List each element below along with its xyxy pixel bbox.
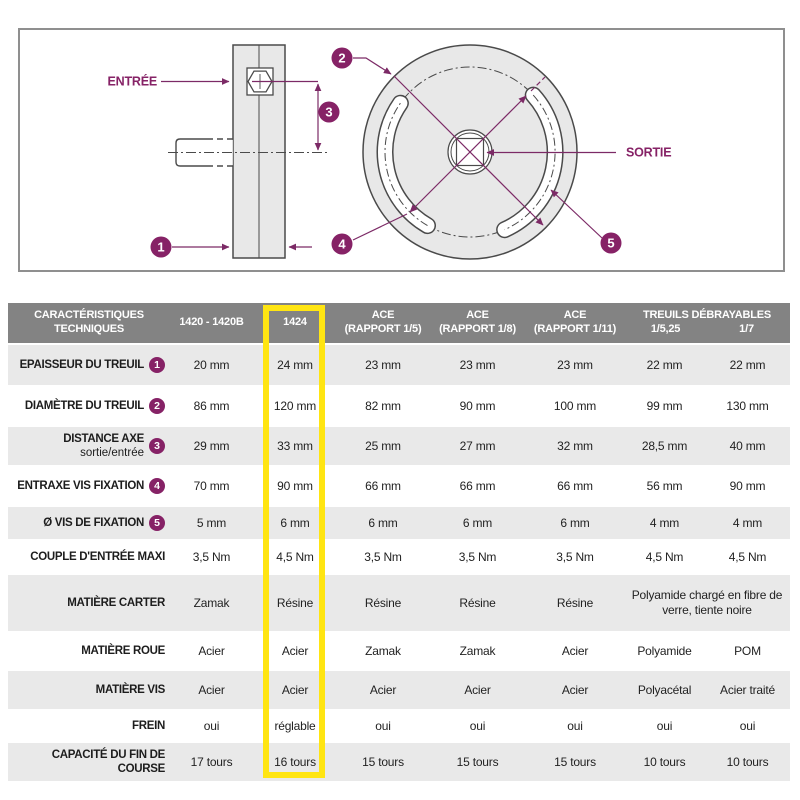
value-cell: 20 mm	[170, 345, 253, 385]
value-cell: 29 mm	[170, 427, 253, 465]
table-row	[8, 671, 790, 709]
value-cell: Acier	[429, 671, 526, 709]
value-cell: 90 mm	[705, 467, 790, 505]
value-cell: réglable	[253, 711, 337, 741]
value-cell: 4 mm	[705, 507, 790, 539]
value-cell: 22 mm	[624, 345, 705, 385]
value-cell: 6 mm	[429, 507, 526, 539]
value-cell: POM	[705, 633, 790, 669]
value-cell: 15 tours	[429, 743, 526, 781]
table-row	[8, 507, 790, 539]
value-cell: 90 mm	[253, 467, 337, 505]
callout-5: 5	[607, 235, 615, 251]
value-cell: 6 mm	[526, 507, 624, 539]
value-cell: Acier	[253, 633, 337, 669]
table-row	[8, 345, 790, 385]
value-cell: 10 tours	[705, 743, 790, 781]
value-cell: 120 mm	[253, 387, 337, 425]
value-cell: 10 tours	[624, 743, 705, 781]
callout-4: 4	[338, 236, 346, 252]
row-label: EPAISSEUR DU TREUIL	[19, 358, 144, 371]
value-cell: 99 mm	[624, 387, 705, 425]
value-cell: 4 mm	[624, 507, 705, 539]
value-cell: 23 mm	[429, 345, 526, 385]
value-cell: 82 mm	[337, 387, 429, 425]
value-cell: 66 mm	[526, 467, 624, 505]
value-cell: Zamak	[337, 633, 429, 669]
value-cell: 3,5 Nm	[170, 541, 253, 573]
table-body	[8, 345, 790, 781]
value-cell: 56 mm	[624, 467, 705, 505]
value-cell: oui	[429, 711, 526, 741]
value-cell: 90 mm	[429, 387, 526, 425]
callout-3: 3	[325, 104, 333, 120]
value-cell: oui	[705, 711, 790, 741]
table-row	[8, 633, 790, 669]
callout-1: 1	[157, 239, 165, 255]
row-label: DIAMÈTRE DU TREUIL	[24, 399, 144, 412]
value-cell: Acier	[526, 633, 624, 669]
header-1420: 1420 - 1420B	[170, 303, 253, 343]
row-label: MATIÈRE CARTER	[67, 596, 165, 609]
row-label-cell	[8, 711, 170, 741]
value-cell: oui	[624, 711, 705, 741]
value-cell: 17 tours	[170, 743, 253, 781]
value-cell: 66 mm	[429, 467, 526, 505]
row-label-cell	[8, 507, 170, 539]
value-cell: 130 mm	[705, 387, 790, 425]
callout-badge: 4	[149, 478, 165, 494]
header-ace-1-5: ACE (RAPPORT 1/5)	[337, 303, 429, 343]
value-cell: oui	[337, 711, 429, 741]
value-cell: 15 tours	[526, 743, 624, 781]
value-cell: oui	[526, 711, 624, 741]
row-label-cell	[8, 633, 170, 669]
row-label-cell	[8, 575, 170, 631]
table-row	[8, 541, 790, 573]
row-label: CAPACITÉ DU FIN DE COURSE	[51, 748, 165, 775]
header-ace-1-11: ACE (RAPPORT 1/11)	[526, 303, 624, 343]
value-cell: Acier	[253, 671, 337, 709]
row-label-cell	[8, 541, 170, 573]
value-cell: Résine	[526, 575, 624, 631]
row-label-cell	[8, 671, 170, 709]
value-cell: Résine	[429, 575, 526, 631]
value-cell: 4,5 Nm	[253, 541, 337, 573]
callout-2: 2	[338, 50, 346, 66]
value-cell: 33 mm	[253, 427, 337, 465]
value-cell: 25 mm	[337, 427, 429, 465]
row-label: COUPLE D'ENTRÉE MAXI	[30, 550, 165, 563]
table-row	[8, 387, 790, 425]
value-cell: 23 mm	[526, 345, 624, 385]
value-cell-merged: Polyamide chargé en fibre de verre, tiente noire	[624, 575, 790, 631]
row-label: MATIÈRE ROUE	[81, 644, 165, 657]
row-label-sub: sortie/entrée	[80, 447, 144, 459]
row-label: FREIN	[131, 719, 165, 732]
header-characteristics: CARACTÉRISTIQUES TECHNIQUES	[8, 303, 170, 343]
value-cell: Zamak	[170, 575, 253, 631]
value-cell: Résine	[337, 575, 429, 631]
value-cell: Acier	[170, 671, 253, 709]
value-cell: 24 mm	[253, 345, 337, 385]
value-cell: 4,5 Nm	[624, 541, 705, 573]
technical-diagram-panel	[0, 0, 800, 295]
value-cell: 3,5 Nm	[337, 541, 429, 573]
row-label: MATIÈRE VIS	[95, 683, 165, 696]
table-row	[8, 575, 790, 631]
value-cell: oui	[170, 711, 253, 741]
header-ace-1-8: ACE (RAPPORT 1/8)	[429, 303, 526, 343]
value-cell: 22 mm	[705, 345, 790, 385]
row-label: DISTANCE AXE	[63, 432, 144, 445]
value-cell: 3,5 Nm	[526, 541, 624, 573]
value-cell: 32 mm	[526, 427, 624, 465]
value-cell: 28,5 mm	[624, 427, 705, 465]
header-deb-1-7: 1/7	[739, 323, 754, 335]
header-1424: 1424	[253, 303, 337, 343]
row-label-cell	[8, 345, 170, 385]
callout-badge: 2	[149, 398, 165, 414]
row-label-cell	[8, 743, 170, 781]
value-cell: 16 tours	[253, 743, 337, 781]
header-treuils-debrayables: TREUILS DÉBRAYABLES 1/5,25 1/7	[624, 303, 790, 343]
value-cell: Résine	[253, 575, 337, 631]
table-row	[8, 467, 790, 505]
entree-label: ENTRÉE	[107, 74, 157, 89]
row-label-cell	[8, 427, 170, 465]
value-cell: 15 tours	[337, 743, 429, 781]
table-row	[8, 743, 790, 781]
table-header	[8, 303, 790, 343]
value-cell: 40 mm	[705, 427, 790, 465]
value-cell: 6 mm	[337, 507, 429, 539]
value-cell: 5 mm	[170, 507, 253, 539]
table-row	[8, 711, 790, 741]
row-label-cell	[8, 387, 170, 425]
row-label-cell	[8, 467, 170, 505]
row-label: Ø VIS DE FIXATION	[43, 516, 144, 529]
callout-badge: 1	[149, 357, 165, 373]
specs-table	[8, 301, 790, 783]
callout-badge: 3	[149, 438, 165, 454]
value-cell: 100 mm	[526, 387, 624, 425]
header-deb-1-5-25: 1/5,25	[650, 323, 681, 335]
value-cell: 23 mm	[337, 345, 429, 385]
value-cell: Acier	[170, 633, 253, 669]
value-cell: 4,5 Nm	[705, 541, 790, 573]
value-cell: Acier	[526, 671, 624, 709]
value-cell: Acier traité	[705, 671, 790, 709]
sortie-label: SORTIE	[626, 145, 672, 160]
value-cell: Polyacétal	[624, 671, 705, 709]
row-label: ENTRAXE VIS FIXATION	[17, 479, 144, 492]
value-cell: 6 mm	[253, 507, 337, 539]
value-cell: 70 mm	[170, 467, 253, 505]
value-cell: 27 mm	[429, 427, 526, 465]
value-cell: Acier	[337, 671, 429, 709]
value-cell: Zamak	[429, 633, 526, 669]
value-cell: 66 mm	[337, 467, 429, 505]
value-cell: Polyamide	[624, 633, 705, 669]
callout-badge: 5	[149, 515, 165, 531]
value-cell: 3,5 Nm	[429, 541, 526, 573]
value-cell: 86 mm	[170, 387, 253, 425]
table-row	[8, 427, 790, 465]
